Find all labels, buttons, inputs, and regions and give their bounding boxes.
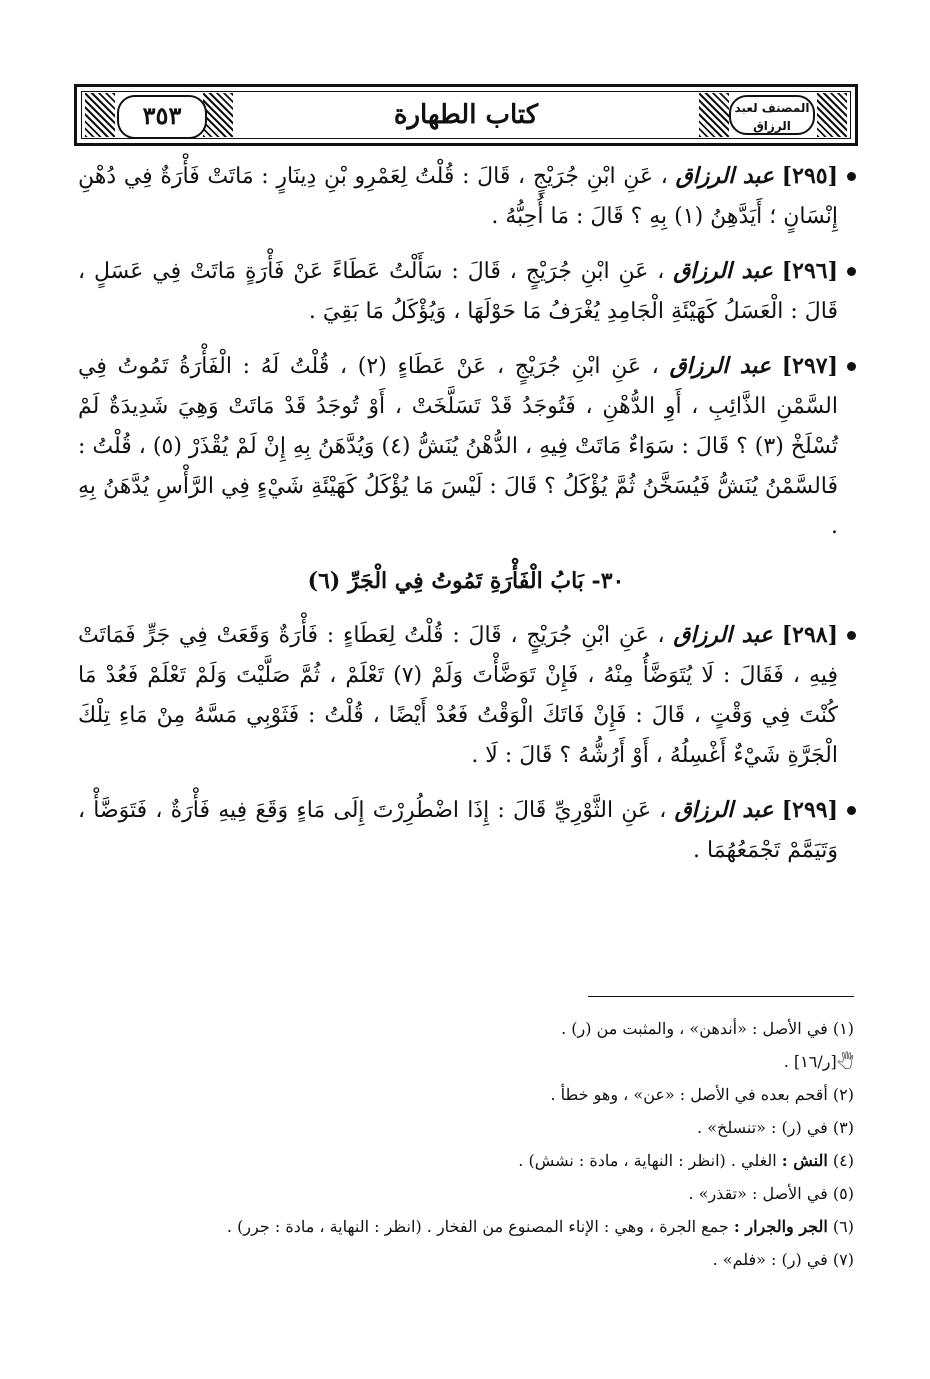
hadith-paragraph xyxy=(78,156,854,237)
bullet-icon xyxy=(847,362,856,371)
narrator-name: عبد الرزاق xyxy=(673,622,773,648)
ornament-icon xyxy=(699,93,729,137)
footnote-divider xyxy=(588,996,854,997)
narrator-name: عبد الرزاق xyxy=(674,797,774,823)
footnote-mark: (٦) xyxy=(832,1217,854,1236)
main-text xyxy=(78,156,854,885)
footnote xyxy=(78,1078,854,1111)
footnote: 🖑[ر/١٦] . xyxy=(783,1052,854,1071)
hadith-paragraph xyxy=(78,346,854,547)
section-heading: ٣٠- بَابُ الْفَأْرَةِ تَمُوتُ فِي الْجَرِّ (٦) xyxy=(307,568,625,594)
footnote-mark: (١) xyxy=(832,1019,854,1038)
footnote xyxy=(78,1144,854,1177)
series-logo: المصنف لعبد الرزاق xyxy=(729,95,815,135)
bullet-icon xyxy=(847,631,856,640)
narrator-name: عبد الرزاق xyxy=(669,353,772,379)
narrator-name: عبد الرزاق xyxy=(673,258,773,284)
ornament-icon xyxy=(817,93,847,137)
footnote-text: جمع الجرة ، وهي : الإناء المصنوع من الفخار . (انظر : النهاية ، مادة : جرر) . xyxy=(226,1217,729,1236)
footnote xyxy=(78,1243,854,1276)
footnotes xyxy=(78,1012,854,1276)
bullet-icon xyxy=(847,267,856,276)
hadith-text: ، عَنِ ابْنِ جُرَيْجٍ ، عَنْ عَطَاءٍ (٢) ، قُلْتُ لَهُ : الْفَأْرَةُ تَمُوتُ فِي السَّمْنِ الذَّائِبِ ، أَوِ الدُّهْنِ ، فَتُوجَدُ قَدْ تَسَلَّخَتْ ، أَوْ تُوجَدُ قَدْ مَاتَتْ وَهِيَ شَدِيدَةٌ لَمْ تُسْلَخْ (٣) ؟ قَالَ : سَوَاءٌ مَاتَتْ فِيهِ ، الدُّهْنُ يُنَشُّ (٤) وَيُدَّهَنُ بِهِ إِنْ لَمْ يُقْذَرْ (٥) ، قُلْتُ : فَالسَّمْنُ يُنَشُّ فَيُسَخَّنُ ثُمَّ يُؤْكَلُ ؟ قَالَ : لَيْسَ مَا يُؤْكَلُ كَهَيْئَةِ شَيْءٍ فِي الرَّأْسِ يُدَّهَنُ بِهِ . xyxy=(78,354,839,539)
footnote-term: النش : xyxy=(781,1151,828,1170)
hadith-text: ، عَنِ ابْنِ جُرَيْجٍ ، قَالَ : قُلْتُ لِعَطَاءٍ : فَأْرَةٌ وَقَعَتْ فِي جَرٍّ فَمَاتَتْ فِيهِ ، فَقَالَ : لَا يُتَوَضَّأُ مِنْهُ ، فَإِنْ تَوَضَّأْتَ وَلَمْ (٧) تَعْلَمْ ، ثُمَّ صَلَّيْتَ وَلَمْ تَعْلَمْ فَعُدْ مَا كُنْتَ فِي وَقْتٍ ، قَالَ : فَإِنْ فَاتَكَ الْوَقْتُ فَعُدْ أَيْضًا ، قُلْتُ : فَثَوْبِي مَسَّهُ مِنْ مَاءِ تِلْكَ الْجَرَّةِ شَيْءٌ أَغْسِلُهُ ، أَوْ أَرُشُّهُ ؟ قَالَ : لَا . xyxy=(78,623,838,768)
hadith-paragraph xyxy=(78,790,854,871)
footnote-text: في الأصل : «أندهن» ، والمثبت من (ر) . xyxy=(561,1019,828,1038)
footnote-mark: (٥) xyxy=(832,1184,854,1203)
bullet-icon xyxy=(847,806,856,815)
footnote-text: أقحم بعده في الأصل : «عن» ، وهو خطأ . xyxy=(550,1085,828,1104)
hadith-text: ، عَنِ الثَّوْرِيِّ قَالَ : إِذَا اضْطُرِرْتَ إِلَى مَاءٍ وَقَعَ فِيهِ فَأْرَةٌ ، فَتَوَضَّأْ ، وَتَيَمَّمْ تَجْمَعُهُمَا . xyxy=(78,798,838,863)
footnote-text: في الأصل : «تقذر» . xyxy=(688,1184,828,1203)
ornament-icon xyxy=(203,93,233,137)
footnote xyxy=(78,1012,854,1045)
footnote-text: في (ر) : «فلم» . xyxy=(712,1250,828,1269)
footnote-mark: (٧) xyxy=(832,1250,854,1269)
hadith-number: [٢٩٨] xyxy=(781,622,838,648)
ornament-icon xyxy=(85,93,115,137)
hadith-number: [٢٩٩] xyxy=(781,797,838,823)
hadith-number: [٢٩٧] xyxy=(781,353,839,379)
narrator-name: عبد الرزاق xyxy=(675,163,775,189)
hadith-number: [٢٩٦] xyxy=(781,258,838,284)
page-number: ٣٥٣ xyxy=(117,95,207,139)
footnote-mark: (٣) xyxy=(832,1118,854,1137)
bullet-icon xyxy=(847,172,856,181)
hadith-paragraph xyxy=(78,615,854,776)
footnote-mark: (٢) xyxy=(832,1085,854,1104)
hadith-paragraph xyxy=(78,251,854,332)
footnote-term: الجر والجرار : xyxy=(733,1217,828,1236)
footnote xyxy=(78,1210,854,1243)
hadith-text: ، عَنِ ابْنِ جُرَيْجٍ ، قَالَ : قُلْتُ لِعَمْرِو بْنِ دِينَارٍ : مَاتَتْ فَأْرَةٌ فِي دُهْنِ إِنْسَانٍ ؛ أَيَدَّهِنُ (١) بِهِ ؟ قَالَ : مَا أُحِبُّهُ . xyxy=(78,164,838,229)
footnote-text: [ر/١٦] . xyxy=(783,1052,837,1071)
book-title: كتاب الطهارة xyxy=(393,100,539,130)
footnote xyxy=(78,1111,854,1144)
hadith-number: [٢٩٥] xyxy=(781,163,838,189)
footnote-text: الغلي . (انظر : النهاية ، مادة : نشش) . xyxy=(518,1151,777,1170)
footnote-mark: (٤) xyxy=(832,1151,854,1170)
footnote-text: في (ر) : «تنسلخ» . xyxy=(697,1118,828,1137)
footnote xyxy=(78,1177,854,1210)
hadith-text: ، عَنِ ابْنِ جُرَيْجٍ ، قَالَ : سَأَلْتُ عَطَاءً عَنْ فَأْرَةٍ مَاتَتْ فِي عَسَلٍ ، قَالَ : الْعَسَلُ كَهَيْئَةِ الْجَامِدِ يُغْرَفُ مَا حَوْلَهَا ، وَيُؤْكَلُ مَا بَقِيَ . xyxy=(78,259,838,324)
page-header xyxy=(74,84,858,146)
